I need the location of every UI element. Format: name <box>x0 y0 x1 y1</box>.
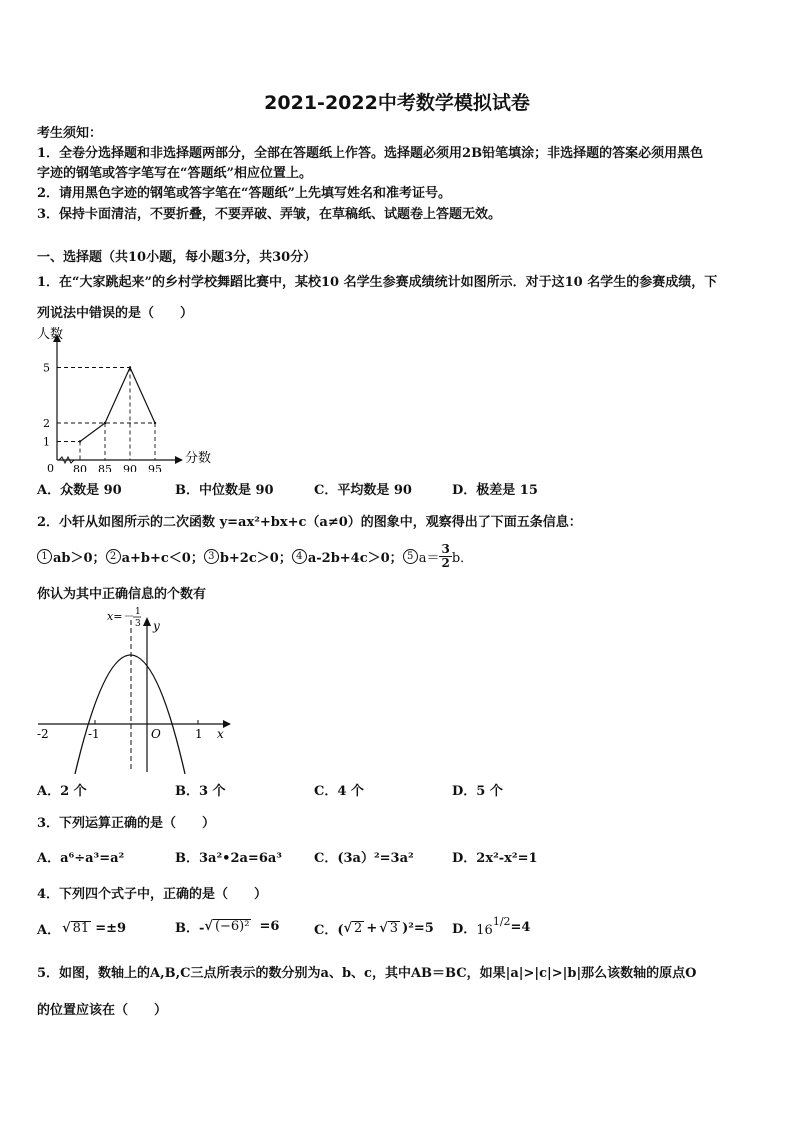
q3-line: 3．下列运算正确的是（ ） <box>37 816 216 831</box>
q4-c-tail: )²=5 <box>402 921 434 936</box>
notice-line-1a: 1．全卷分选择题和非选择题两部分，全部在答题纸上作答。选择题必须用2B铅笔填涂；非选择题的答案必须用黑色 <box>37 146 704 161</box>
origin-label: O <box>151 727 161 741</box>
x-axis-label: 分数 <box>185 451 212 466</box>
q2-option-c: C．4 个 <box>314 784 364 799</box>
q4-a-radicand: 81 <box>72 921 90 936</box>
circle-3: 3 <box>204 549 219 564</box>
q1-line-2: 列说法中错误的是（ ） <box>37 306 194 321</box>
q4-option-a <box>37 919 126 938</box>
q4-d-base: 16 <box>476 923 493 938</box>
q5-line-2: 的位置应该在（ ） <box>37 1003 168 1018</box>
symmetry-frac-num: 1 <box>135 607 141 617</box>
q4-d-label: D． <box>452 922 477 937</box>
circle-2: 2 <box>106 549 121 564</box>
q4-d-tail: =4 <box>510 920 531 935</box>
q4-c-plus: + <box>366 921 378 936</box>
origin-label: 0 <box>47 462 54 472</box>
q3-option-c: C．(3a）²=3a² <box>314 851 414 866</box>
q2-info-2: a+b+c＜0； <box>121 551 204 566</box>
q2-line-1: 2．小轩从如图所示的二次函数 y=ax²+bx+c（a≠0）的图象中，观察得出了下面五条信息： <box>37 515 582 530</box>
data-point <box>104 422 106 424</box>
q2-info-4: a-2b+4c＞0； <box>307 551 403 566</box>
q4-option-c <box>314 919 434 938</box>
q4-option-d <box>452 917 530 938</box>
y-tick-label: 1 <box>43 435 50 449</box>
symmetry-frac-den: 3 <box>135 619 141 629</box>
q2-option-a: A．2 个 <box>37 784 87 799</box>
tick-label-minus-2: -2 <box>37 727 49 741</box>
notice-line-1b: 字迹的钢笔或答字笔写在“答题纸”相应位置上。 <box>37 166 312 181</box>
q4-d-exponent: 1/2 <box>492 915 511 928</box>
q4-line: 4．下列四个式子中，正确的是（ ） <box>37 887 268 902</box>
tick-label-minus-1: -1 <box>88 727 100 741</box>
q4-c-label: C．( <box>314 923 344 938</box>
q1-option-b: B．中位数是 90 <box>175 483 274 498</box>
x-tick-label: 80 <box>73 463 87 472</box>
circle-5: 5 <box>403 549 418 564</box>
section-heading: 一、选择题（共10小题，每小题3分，共30分） <box>37 250 317 265</box>
x-label: x <box>217 727 224 741</box>
notice-line-3: 3．保持卡面清洁，不要折叠，不要弄破、弄皱，在草稿纸、试题卷上答题无效。 <box>37 207 502 222</box>
q4-option-b <box>175 917 279 936</box>
q4-b-tail: =6 <box>259 919 280 934</box>
data-point <box>79 440 81 442</box>
notice-line-2: 2．请用黑色字迹的钢笔或答字笔在“答题纸”上先填写姓名和准考证号。 <box>37 186 452 201</box>
data-point <box>154 422 156 424</box>
q2-option-b: B．3 个 <box>175 784 226 799</box>
q2-line-3: 你认为其中正确信息的个数有 <box>37 587 207 602</box>
data-point <box>129 366 131 368</box>
y-axis-label: 人数 <box>37 327 64 342</box>
q2-info-1: ab＞0； <box>53 551 106 566</box>
q1-option-a: A．众数是 90 <box>37 483 122 498</box>
q3-option-a: A．a⁶÷a³=a² <box>37 851 125 866</box>
sqrt-sign: √ <box>204 919 213 934</box>
q4-c-radicand-1: 2 <box>354 921 363 936</box>
q2-info-line <box>37 543 473 570</box>
q4-a-tail: =±9 <box>95 921 127 936</box>
y-tick-label: 5 <box>43 361 50 375</box>
x-tick-label: 85 <box>98 463 112 472</box>
q3-option-b: B．3a²•2a=6a³ <box>175 851 282 866</box>
sqrt-sign: √ <box>379 921 388 936</box>
q2-info-5-fraction <box>439 543 451 570</box>
y-tick-label: 2 <box>43 417 50 430</box>
parabola-curve <box>75 655 185 774</box>
circle-4: 4 <box>292 549 307 564</box>
q1-option-c: C．平均数是 90 <box>314 483 412 498</box>
x-axis-arrow <box>223 720 231 728</box>
q1-option-d: D．极差是 15 <box>452 483 538 498</box>
tick-label-1: 1 <box>195 727 203 741</box>
x-tick-label: 95 <box>148 463 162 472</box>
q4-b-label: B．- <box>175 921 205 936</box>
y-axis-arrow <box>143 617 151 626</box>
x-tick-label: 90 <box>123 463 137 472</box>
q1-chart <box>35 324 215 472</box>
q2-info-3: b+2c＞0； <box>219 551 292 566</box>
q4-a-label: A． <box>37 923 61 938</box>
sqrt-sign: √ <box>62 921 71 936</box>
q3-option-d: D．2x²-x²=1 <box>452 851 538 866</box>
fraction-denominator: 2 <box>441 556 450 570</box>
q1-line-1: 1．在“大家跳起来”的乡村学校舞蹈比赛中，某校10 名学生参赛成绩统计如图所示．对于这10 名学生的参赛成绩，下 <box>37 275 718 290</box>
y-label: y <box>153 619 160 633</box>
q2-parabola-graph <box>35 606 235 774</box>
sqrt-sign: √ <box>343 921 353 936</box>
fraction-numerator: 3 <box>441 542 450 556</box>
q2-info-5-suffix: b． <box>451 551 474 566</box>
q4-b-radicand: (−6)² <box>214 919 250 934</box>
data-line <box>80 368 155 442</box>
circle-1: 1 <box>37 549 52 564</box>
notice-heading: 考生须知： <box>37 126 103 141</box>
q2-option-d: D．5 个 <box>452 784 503 799</box>
symmetry-label: x=－ <box>107 610 134 623</box>
x-axis-arrow <box>175 456 183 464</box>
q5-line-1: 5．如图，数轴上的A,B,C三点所表示的数分别为a、b、c，其中AB＝BC，如果|a|>|c|>|b|那么该数轴的原点O <box>37 966 697 981</box>
q4-c-radicand-2: 3 <box>389 921 399 936</box>
page-title: 2021-2022中考数学模拟试卷 <box>264 92 530 114</box>
q2-info-5-prefix: a＝ <box>418 551 440 566</box>
